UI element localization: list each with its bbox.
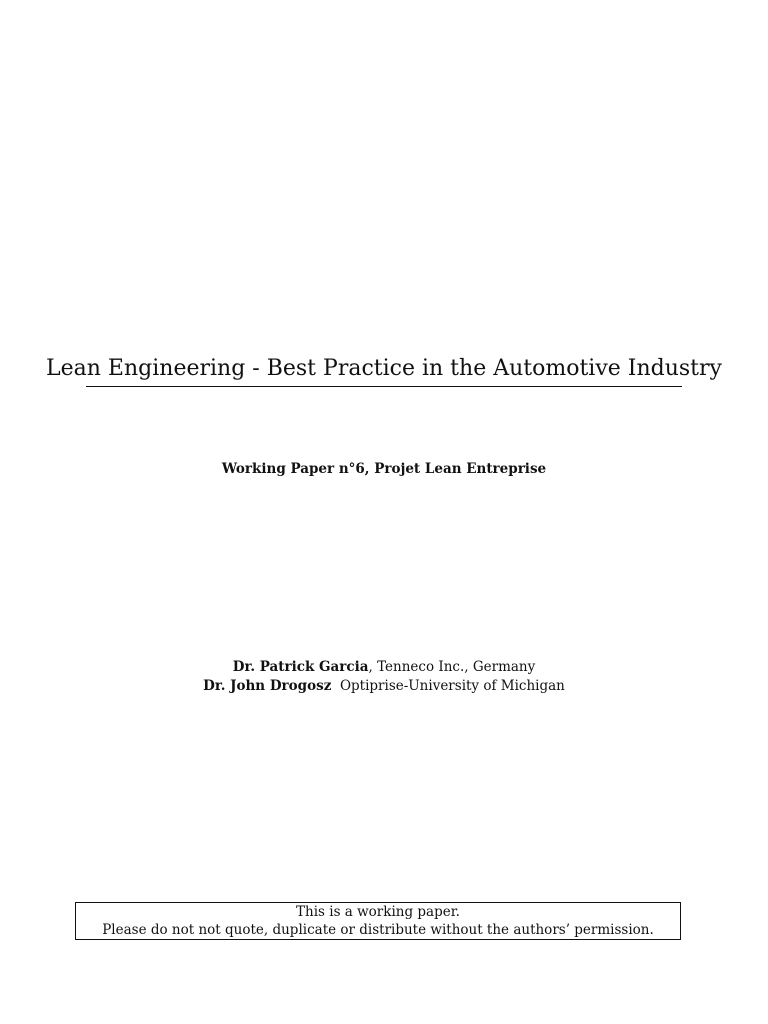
author-name: Dr. John Drogosz: [203, 677, 332, 694]
author-affiliation: , Tenneco Inc., Germany: [368, 659, 536, 675]
author-affiliation: Optiprise-University of Michigan: [331, 677, 565, 694]
notice-line-1: This is a working paper.: [296, 904, 460, 920]
author-block: [0, 658, 768, 695]
document-title: Lean Engineering - Best Practice in the Automotive Industry: [46, 356, 722, 381]
notice-line-2: Please do not not quote, duplicate or distribute without the authors’ permission.: [102, 921, 654, 938]
author-name: Dr. Patrick Garcia: [232, 659, 369, 675]
title-underline: [86, 386, 682, 387]
working-paper-notice: [75, 902, 681, 940]
author-line: [0, 677, 768, 696]
document-subtitle: Working Paper n°6, Projet Lean Entreprise: [221, 461, 547, 477]
author-line: [0, 658, 768, 677]
